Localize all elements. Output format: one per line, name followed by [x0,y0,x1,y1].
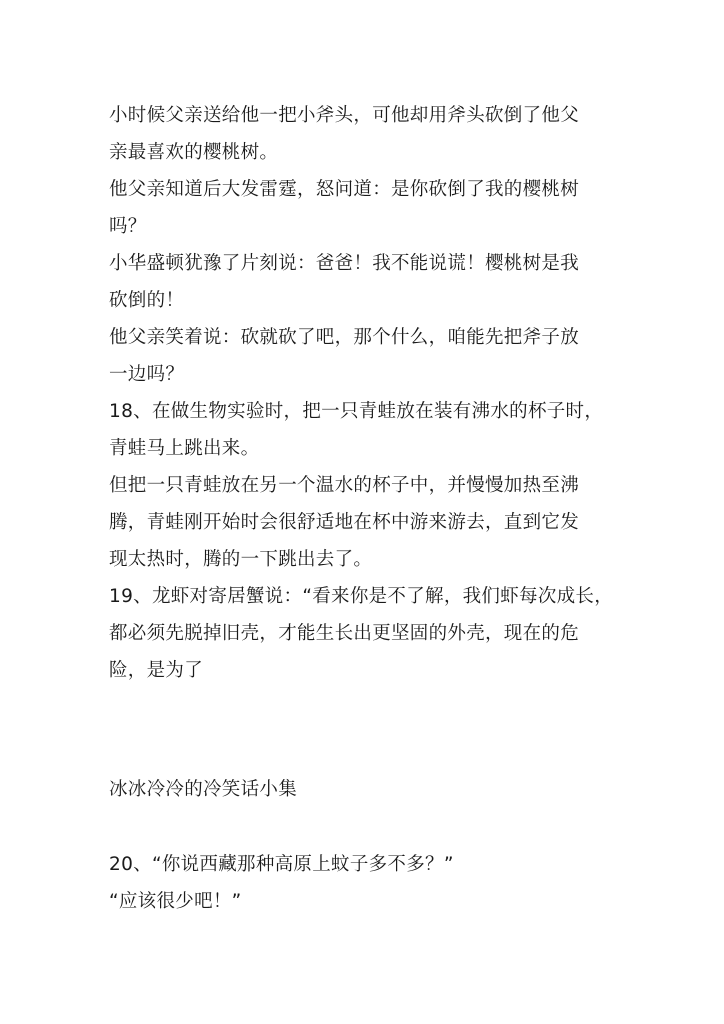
section-title: 冰冰冷冷的冷笑话小集 [109,779,298,800]
text-line: 18、在做生物实验时，把一只青蛙放在装有沸水的杯子时， [109,401,604,422]
text-line: 险，是为了 [109,660,204,681]
text-line: 19、龙虾对寄居蟹说：“看来你是不了解，我们虾每次成长， [109,586,614,607]
text-line: 腾，青蛙刚开始时会很舒适地在杯中游来游去，直到它发 [109,512,580,533]
text-line: 20、“你说西藏那种高原上蚊子多不多？” [109,854,454,875]
text-line: 他父亲知道后大发雷霆，怒问道：是你砍倒了我的樱桃树 [109,179,580,200]
text-line: 他父亲笑着说：砍就砍了吧，那个什么，咱能先把斧子放 [109,327,580,348]
text-line: 但把一只青蛙放在另一个温水的杯子中，并慢慢加热至沸 [109,475,580,496]
text-line: 砍倒的！ [109,290,185,311]
text-line: 亲最喜欢的樱桃树。 [109,142,279,163]
text-line: 小时候父亲送给他一把小斧头，可他却用斧头砍倒了他父 [109,105,580,126]
text-line: 一边吗？ [109,364,185,385]
text-line: 小华盛顿犹豫了片刻说：爸爸！我不能说谎！樱桃树是我 [109,253,580,274]
text-line: “应该很少吧！” [109,891,242,912]
text-line: 都必须先脱掉旧壳，才能生长出更坚固的外壳，现在的危 [109,623,580,644]
text-line: 现太热时，腾的一下跳出去了。 [109,549,373,570]
text-line: 青蛙马上跳出来。 [109,438,260,459]
text-line: 吗？ [109,216,147,237]
